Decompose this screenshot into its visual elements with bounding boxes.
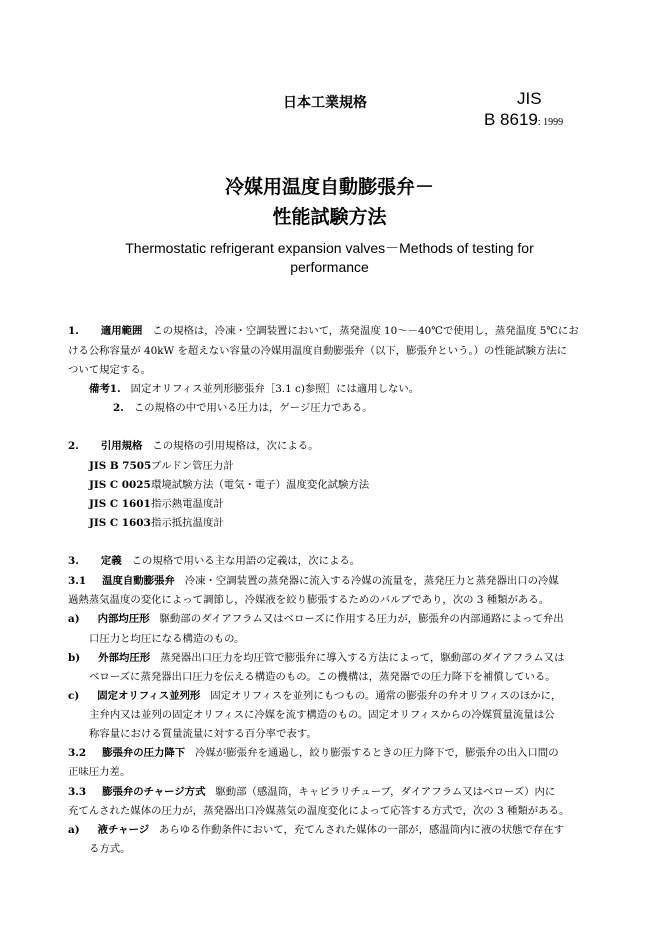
item-a bbox=[68, 610, 564, 625]
sec1-line1 bbox=[68, 322, 579, 337]
standard-number bbox=[484, 110, 563, 130]
title-en-line1: Thermostatic refrigerant expansion valves－Methods of testing for bbox=[125, 240, 534, 256]
title-en-line2: performance bbox=[290, 259, 369, 275]
ref-item bbox=[89, 514, 224, 529]
item-b-text2: ベローズに蒸発器出口圧力を伝える構造のもの。この機構は，蒸発器での圧力降下を補償している。 bbox=[89, 671, 556, 683]
s31-line1 bbox=[68, 572, 559, 587]
sec3-intro: この規格で用いる主な用語の定義は，次による。 bbox=[131, 555, 361, 567]
standard-category: 日本工業規格 bbox=[283, 95, 367, 111]
remark-label: 備考1. bbox=[89, 383, 121, 395]
title-ja-line1: 冷媒用温度自動膨張弁－ bbox=[224, 176, 434, 198]
ref-code: JIS C 0025 bbox=[89, 479, 151, 491]
s33-heading: 膨張弁のチャージ方式 bbox=[102, 786, 206, 798]
item-a-text1: 駆動部のダイアフラム又はベローズに作用する圧力が，膨張弁の内部通路によって弁出 bbox=[159, 613, 564, 625]
s33-text2: 充てんされた媒体の圧力が，蒸発器出口冷媒蒸気の温度変化によって応答する方式で，次の 3 種類がある。 bbox=[68, 805, 570, 817]
item-c bbox=[68, 687, 561, 702]
sec1-text2: ける公称容量が 40kW を超えない容量の冷媒用温度自動膨張弁（以下，膨張弁という。）の性能試験方法に bbox=[68, 345, 568, 357]
item-c-label: c) bbox=[68, 690, 80, 702]
item-c-text1: 固定オリフィスを並列にもつもの。通常の膨張弁の弁オリフィスのほかに， bbox=[210, 690, 562, 702]
sec2-number: 2. bbox=[68, 440, 79, 452]
sec2-line1 bbox=[68, 437, 319, 452]
item-a-text2: 口圧力と均圧になる構造のもの。 bbox=[89, 633, 245, 645]
item-b-heading: 外部均圧形 bbox=[98, 652, 151, 664]
standard-year: : 1999 bbox=[537, 117, 564, 128]
s32-line1 bbox=[68, 744, 559, 759]
item-a-heading: 内部均圧形 bbox=[97, 613, 150, 625]
ref-code: JIS C 1603 bbox=[89, 517, 151, 529]
standard-code: B 8619 bbox=[484, 110, 538, 129]
s31-number: 3.1 bbox=[68, 575, 87, 587]
item-b bbox=[68, 649, 564, 664]
s31-text2: 過熱蒸気温度の変化によって調節し，冷媒液を絞り膨張するためのバルブであり，次の 3 種類がある。 bbox=[68, 594, 550, 606]
sec1-remark2 bbox=[113, 399, 373, 414]
charge-a-heading: 液チャージ bbox=[97, 824, 150, 836]
sec1-text3: ついて規定する。 bbox=[68, 364, 152, 376]
ref-code: JIS B 7505 bbox=[89, 460, 152, 472]
charge-item-a bbox=[68, 821, 564, 836]
ref-name: 環境試験方法（電気・電子）温度変化試験方法 bbox=[151, 479, 370, 491]
sec2-intro: この規格の引用規格は，次による。 bbox=[152, 440, 319, 452]
ref-item bbox=[89, 457, 234, 472]
s31-text1: 冷凍・空調装置の蒸発器に流入する冷媒の流量を，蒸発圧力と蒸発器出口の冷媒 bbox=[184, 575, 559, 587]
remark2-text: この規格の中で用いる圧力は，ゲージ圧力である。 bbox=[133, 402, 373, 414]
sec2-heading: 引用規格 bbox=[100, 440, 143, 452]
s33-line1 bbox=[68, 783, 555, 798]
s32-text1: 冷媒が膨張弁を通過し，絞り膨張するときの圧力降下で，膨張弁の出入口間の bbox=[195, 747, 559, 759]
sec1-remark1 bbox=[89, 380, 419, 395]
s32-text2: 正味圧力差。 bbox=[68, 766, 131, 778]
title-ja-line2: 性能試験方法 bbox=[272, 206, 387, 228]
item-c-text2: 主弁内又は並列の固定オリフィスに冷媒を流す構造のもの。固定オリフィスからの冷媒質量流量は公 bbox=[89, 709, 555, 721]
item-c-text3: 称容量における質量流量に対する百分率で表す。 bbox=[89, 728, 317, 740]
remark2-number: 2. bbox=[113, 402, 124, 414]
s33-number: 3.3 bbox=[68, 786, 87, 798]
ref-item bbox=[89, 495, 224, 510]
sec3-line1 bbox=[68, 552, 360, 567]
sec1-heading: 適用範囲 bbox=[100, 325, 143, 337]
s33-text1: 駆動部（感温筒，キャピラリチューブ，ダイアフラム又はベローズ）内に bbox=[215, 786, 556, 798]
remark1-text: 固定オリフィス並列形膨張弁［3.1 c)参照］には適用しない。 bbox=[130, 383, 420, 395]
ref-code: JIS C 1601 bbox=[89, 498, 151, 510]
ref-name: 指示熱電温度計 bbox=[151, 498, 224, 510]
sec1-number: 1. bbox=[68, 325, 79, 337]
ref-item bbox=[89, 476, 369, 491]
charge-a-label: a) bbox=[68, 824, 80, 836]
sec1-text1: この規格は，冷凍・空調装置において，蒸発温度 10～－40℃で使用し，蒸発温度 5℃にお bbox=[152, 325, 579, 337]
charge-a-text2: る方式。 bbox=[89, 843, 131, 855]
charge-a-text1: あらゆる作動条件において，充てんされた媒体の一部が，感温筒内に液の状態で存在す bbox=[159, 824, 565, 836]
s32-number: 3.2 bbox=[68, 747, 87, 759]
sec3-number: 3. bbox=[68, 555, 79, 567]
item-a-label: a) bbox=[68, 613, 80, 625]
ref-name: 指示抵抗温度計 bbox=[151, 517, 224, 529]
s32-heading: 膨張弁の圧力降下 bbox=[102, 747, 186, 759]
item-b-label: b) bbox=[68, 652, 81, 664]
ref-name: ブルドン管圧力計 bbox=[151, 460, 234, 472]
jis-mark: JIS bbox=[517, 89, 542, 108]
item-c-heading: 固定オリフィス並列形 bbox=[97, 690, 201, 702]
sec3-heading: 定義 bbox=[100, 555, 122, 567]
s31-heading: 温度自動膨張弁 bbox=[102, 575, 175, 587]
item-b-text1: 蒸発器出口圧力を均圧管で膨張弁に導入する方法によって，駆動部のダイアフラム又は bbox=[160, 652, 565, 664]
